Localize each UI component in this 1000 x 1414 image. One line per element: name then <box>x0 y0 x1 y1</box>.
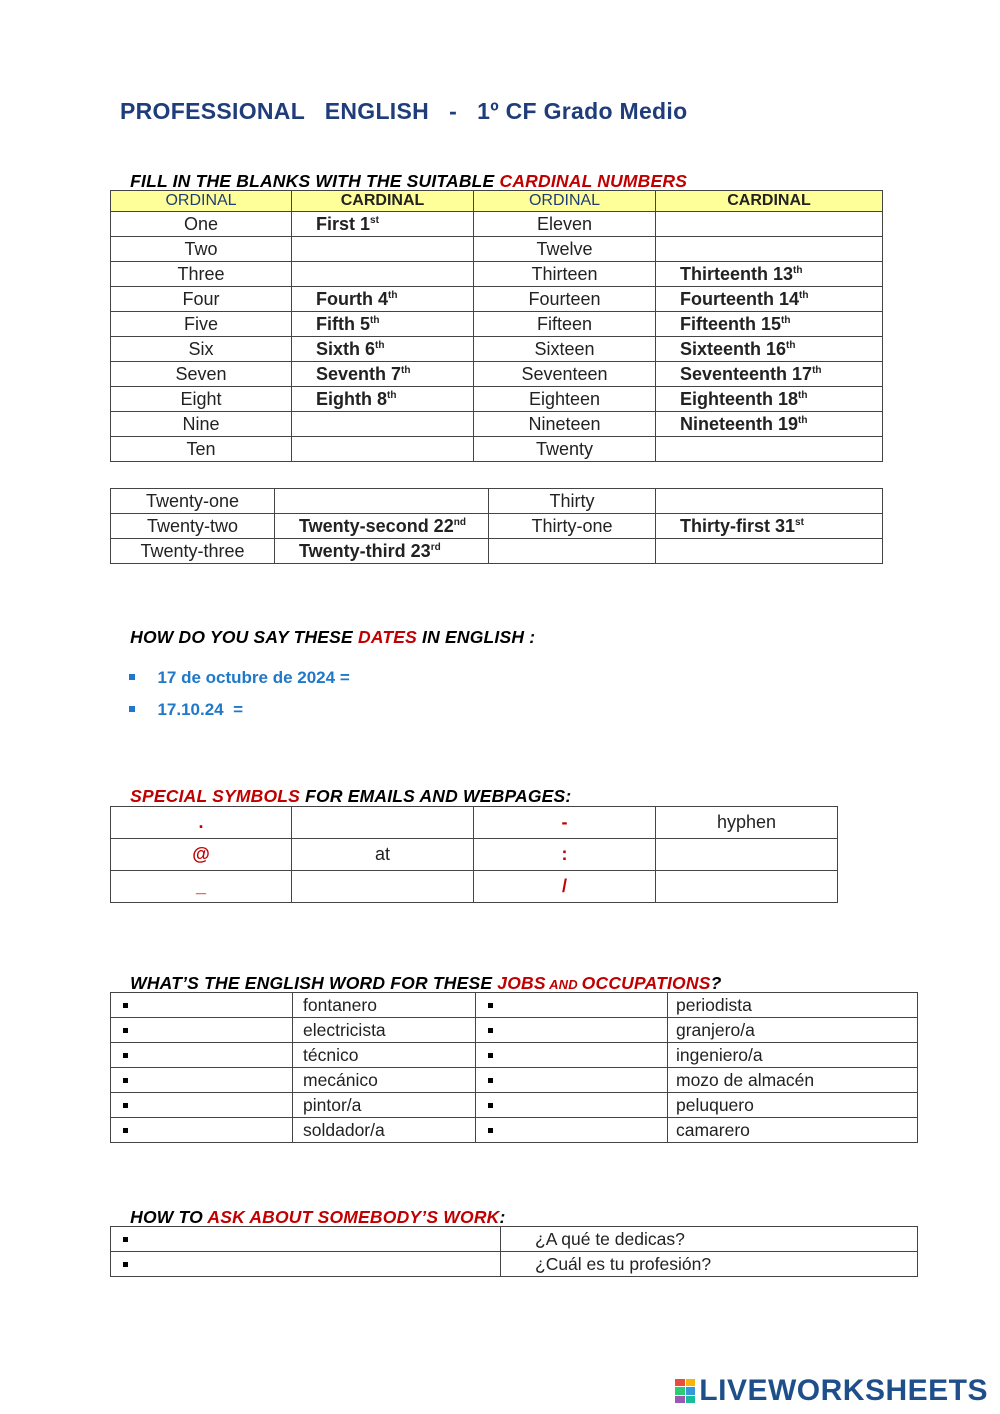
number-word-cell: Five <box>111 312 292 337</box>
table-row <box>111 1043 918 1068</box>
column-header: ORDINAL <box>474 191 656 212</box>
heading-text: IN ENGLISH : <box>417 627 536 647</box>
ordinal-text: Fifteenth 15 <box>680 314 782 334</box>
job-answer-cell[interactable] <box>476 1068 668 1093</box>
heading-highlight: ASK ABOUT SOMEBODY’S WORK <box>207 1207 500 1227</box>
bullet-icon <box>123 1053 128 1058</box>
job-spanish-cell: soldador/a <box>293 1118 476 1143</box>
ordinal-answer-cell[interactable] <box>656 514 883 539</box>
table-row <box>111 412 883 437</box>
job-spanish-cell: camarero <box>668 1118 918 1143</box>
table-row <box>111 362 883 387</box>
job-answer-cell[interactable] <box>111 1093 293 1118</box>
ordinal-text: First 1 <box>316 214 371 234</box>
heading-text: HOW DO YOU SAY THESE <box>130 627 358 647</box>
ordinal-answer-cell[interactable] <box>292 287 474 312</box>
table-row <box>111 387 883 412</box>
number-word-cell: Twenty-two <box>111 514 275 539</box>
heading-text: WHAT’S THE ENGLISH WORD FOR THESE <box>130 973 498 993</box>
column-header: CARDINAL <box>292 191 474 212</box>
table-header-row <box>111 191 883 212</box>
table-row <box>111 262 883 287</box>
ordinal-text: Seventh 7 <box>316 364 402 384</box>
job-answer-cell[interactable] <box>111 1118 293 1143</box>
bullet-icon <box>123 1128 128 1133</box>
ordinal-suffix: th <box>375 340 385 351</box>
number-word-cell: Thirty-one <box>489 514 656 539</box>
symbol-name-cell[interactable] <box>656 871 838 903</box>
bullet-icon <box>488 1053 493 1058</box>
job-spanish-cell: mecánico <box>293 1068 476 1093</box>
symbol-name-cell[interactable] <box>292 871 474 903</box>
job-answer-cell[interactable] <box>111 993 293 1018</box>
liveworksheets-logo <box>675 1374 988 1408</box>
bullet-icon <box>488 1028 493 1033</box>
job-answer-cell[interactable] <box>111 1043 293 1068</box>
number-word-cell: Fifteen <box>474 312 656 337</box>
number-word-cell: Twenty-one <box>111 489 275 514</box>
ordinal-answer-cell[interactable] <box>292 437 474 462</box>
job-spanish-cell: periodista <box>668 993 918 1018</box>
table-row <box>111 212 883 237</box>
section-heading-jobs <box>120 952 721 994</box>
heading-text: HOW TO <box>130 1207 208 1227</box>
number-word-cell: Seven <box>111 362 292 387</box>
ordinal-text: Thirteenth 13 <box>680 264 794 284</box>
question-spanish-cell: ¿A qué te dedicas? <box>501 1227 918 1252</box>
ordinal-answer-cell[interactable] <box>656 489 883 514</box>
bullet-icon <box>123 1237 128 1242</box>
heading-highlight: CARDINAL NUMBERS <box>499 171 688 191</box>
ordinal-answer-cell[interactable] <box>656 312 883 337</box>
table-row <box>111 871 838 903</box>
question-answer-cell[interactable] <box>111 1252 501 1277</box>
ordinal-suffix: th <box>798 390 808 401</box>
bullet-icon <box>123 1003 128 1008</box>
logo-block <box>675 1396 685 1403</box>
heading-highlight: DATES <box>357 627 417 647</box>
ordinal-text: Eighth 8 <box>316 389 387 409</box>
ordinal-text: Nineteenth 19 <box>680 414 799 434</box>
number-word-cell: Thirty <box>489 489 656 514</box>
symbol-cell: - <box>474 807 656 839</box>
number-word-cell: Eleven <box>474 212 656 237</box>
ordinal-answer-cell[interactable] <box>292 237 474 262</box>
symbol-cell: . <box>111 807 292 839</box>
number-word-cell: Seventeen <box>474 362 656 387</box>
ordinal-suffix: th <box>798 415 808 426</box>
job-answer-cell[interactable] <box>476 1043 668 1068</box>
symbol-name-cell[interactable]: hyphen <box>656 807 838 839</box>
ordinal-answer-cell[interactable] <box>292 262 474 287</box>
job-spanish-cell: fontanero <box>293 993 476 1018</box>
date-text: 17 de octubre de 2024 = <box>157 668 350 687</box>
ordinal-text: Twenty-second 22 <box>299 516 454 536</box>
symbol-cell: : <box>474 839 656 871</box>
ordinal-suffix: th <box>370 315 380 326</box>
heading-text: FOR EMAILS AND WEBPAGES: <box>300 786 572 806</box>
ordinal-answer-cell[interactable] <box>656 387 883 412</box>
section-heading-cardinal <box>120 150 687 192</box>
ordinal-suffix: th <box>786 340 796 351</box>
heading-highlight: AND <box>545 977 582 992</box>
ordinal-answer-cell[interactable] <box>275 514 489 539</box>
number-word-cell: Eight <box>111 387 292 412</box>
table-row <box>111 807 838 839</box>
heading-highlight: SPECIAL SYMBOLS <box>130 786 301 806</box>
ordinal-text: Eighteenth 18 <box>680 389 799 409</box>
symbol-cell: / <box>474 871 656 903</box>
column-header: CARDINAL <box>656 191 883 212</box>
ordinal-suffix: th <box>401 365 411 376</box>
table-row <box>111 539 883 564</box>
symbol-name-cell[interactable] <box>292 807 474 839</box>
logo-block <box>675 1379 685 1386</box>
ordinal-suffix: th <box>388 290 398 301</box>
table-row <box>111 839 838 871</box>
job-answer-cell[interactable] <box>111 1018 293 1043</box>
ordinal-answer-cell[interactable] <box>656 412 883 437</box>
ordinal-suffix: th <box>793 265 803 276</box>
number-word-cell: Eighteen <box>474 387 656 412</box>
table-row <box>111 337 883 362</box>
job-answer-cell[interactable] <box>476 1018 668 1043</box>
question-spanish-cell: ¿Cuál es tu profesión? <box>501 1252 918 1277</box>
table-row <box>111 993 918 1018</box>
ordinal-answer-cell[interactable] <box>656 262 883 287</box>
job-spanish-cell: granjero/a <box>668 1018 918 1043</box>
job-spanish-cell: técnico <box>293 1043 476 1068</box>
ordinal-answer-cell[interactable] <box>292 412 474 437</box>
number-word-cell: Four <box>111 287 292 312</box>
job-spanish-cell: peluquero <box>668 1093 918 1118</box>
ordinal-text: Fourth 4 <box>316 289 388 309</box>
job-answer-cell[interactable] <box>476 993 668 1018</box>
ordinal-answer-cell[interactable] <box>292 387 474 412</box>
symbol-name-cell[interactable]: at <box>292 839 474 871</box>
logo-block <box>686 1396 696 1403</box>
heading-highlight: JOBS <box>497 973 546 993</box>
table-row <box>111 1068 918 1093</box>
logo-block <box>686 1387 696 1394</box>
table-row <box>111 489 883 514</box>
ordinal-answer-cell[interactable] <box>656 287 883 312</box>
ordinal-suffix: th <box>387 390 397 401</box>
ordinal-suffix: th <box>812 365 822 376</box>
bullet-icon <box>488 1078 493 1083</box>
table-row <box>111 312 883 337</box>
ordinal-suffix: st <box>795 517 804 528</box>
ordinal-text: Sixth 6 <box>316 339 376 359</box>
bullet-icon <box>488 1128 493 1133</box>
ordinal-answer-cell[interactable] <box>292 337 474 362</box>
symbols-table <box>110 806 838 903</box>
number-word-cell: Ten <box>111 437 292 462</box>
date-item <box>120 680 243 720</box>
numbers-table <box>110 190 883 462</box>
ordinal-text: Sixteenth 16 <box>680 339 787 359</box>
bullet-icon <box>123 1028 128 1033</box>
jobs-table <box>110 992 918 1143</box>
number-word-cell <box>489 539 656 564</box>
number-word-cell: Nineteen <box>474 412 656 437</box>
section-heading-symbols <box>120 765 571 807</box>
ordinal-suffix: rd <box>430 542 441 553</box>
ordinal-suffix: th <box>799 290 809 301</box>
ordinal-answer-cell[interactable] <box>292 212 474 237</box>
job-spanish-cell: ingeniero/a <box>668 1043 918 1068</box>
bullet-icon <box>129 706 135 712</box>
section-heading-work <box>120 1186 506 1228</box>
ordinal-text: Thirty-first 31 <box>680 516 796 536</box>
job-spanish-cell: electricista <box>293 1018 476 1043</box>
table-row <box>111 287 883 312</box>
question-answer-cell[interactable] <box>111 1227 501 1252</box>
job-answer-cell[interactable] <box>111 1068 293 1093</box>
work-questions-table <box>110 1226 918 1277</box>
logo-block <box>675 1387 685 1394</box>
ordinal-answer-cell[interactable] <box>275 489 489 514</box>
table-row <box>111 437 883 462</box>
section-heading-dates <box>120 606 535 648</box>
job-spanish-cell: pintor/a <box>293 1093 476 1118</box>
number-word-cell: Twenty-three <box>111 539 275 564</box>
ordinal-answer-cell[interactable] <box>656 362 883 387</box>
table-row <box>111 237 883 262</box>
ordinal-answer-cell[interactable] <box>656 212 883 237</box>
ordinal-answer-cell[interactable] <box>292 312 474 337</box>
number-word-cell: Twenty <box>474 437 656 462</box>
number-word-cell: Three <box>111 262 292 287</box>
ordinal-text: Fourteenth 14 <box>680 289 800 309</box>
ordinal-text: Twenty-third 23 <box>299 541 431 561</box>
ordinal-answer-cell[interactable] <box>275 539 489 564</box>
number-word-cell: Thirteen <box>474 262 656 287</box>
number-word-cell: Twelve <box>474 237 656 262</box>
ordinal-answer-cell[interactable] <box>656 539 883 564</box>
heading-highlight: OCCUPATIONS <box>581 973 711 993</box>
ordinal-answer-cell[interactable] <box>656 337 883 362</box>
ordinal-text: Fifth 5 <box>316 314 370 334</box>
number-word-cell: Six <box>111 337 292 362</box>
job-answer-cell[interactable] <box>476 1118 668 1143</box>
table-row <box>111 514 883 539</box>
symbol-cell: @ <box>111 839 292 871</box>
page-title: PROFESSIONAL ENGLISH - 1º CF Grado Medio <box>120 98 688 124</box>
table-row <box>111 1227 918 1252</box>
ordinal-answer-cell[interactable] <box>292 362 474 387</box>
bullet-icon <box>488 1003 493 1008</box>
number-word-cell: Fourteen <box>474 287 656 312</box>
symbol-cell: _ <box>111 871 292 903</box>
column-header: ORDINAL <box>111 191 292 212</box>
number-word-cell: Sixteen <box>474 337 656 362</box>
symbol-name-cell[interactable] <box>656 839 838 871</box>
number-word-cell: One <box>111 212 292 237</box>
number-word-cell: Two <box>111 237 292 262</box>
logo-block <box>686 1379 696 1386</box>
table-row <box>111 1018 918 1043</box>
number-word-cell: Nine <box>111 412 292 437</box>
bullet-icon <box>123 1103 128 1108</box>
heading-text: FILL IN THE BLANKS WITH THE SUITABLE <box>130 171 500 191</box>
bullet-icon <box>123 1262 128 1267</box>
table-row <box>111 1252 918 1277</box>
ordinal-answer-cell[interactable] <box>656 437 883 462</box>
job-answer-cell[interactable] <box>476 1093 668 1118</box>
job-spanish-cell: mozo de almacén <box>668 1068 918 1093</box>
heading-text: : <box>499 1207 506 1227</box>
logo-icon <box>675 1379 695 1403</box>
ordinal-answer-cell[interactable] <box>656 237 883 262</box>
logo-text: LIVEWORKSHEETS <box>699 1374 988 1407</box>
date-text: 17.10.24 = <box>157 700 244 719</box>
ordinal-suffix: th <box>781 315 791 326</box>
heading-text: ? <box>710 973 722 993</box>
table-row <box>111 1118 918 1143</box>
ordinal-suffix: nd <box>453 517 466 528</box>
bullet-icon <box>123 1078 128 1083</box>
ordinal-text: Seventeenth 17 <box>680 364 813 384</box>
bullet-icon <box>488 1103 493 1108</box>
ordinal-suffix: st <box>370 215 379 226</box>
table-row <box>111 1093 918 1118</box>
numbers-table-extra <box>110 488 883 564</box>
